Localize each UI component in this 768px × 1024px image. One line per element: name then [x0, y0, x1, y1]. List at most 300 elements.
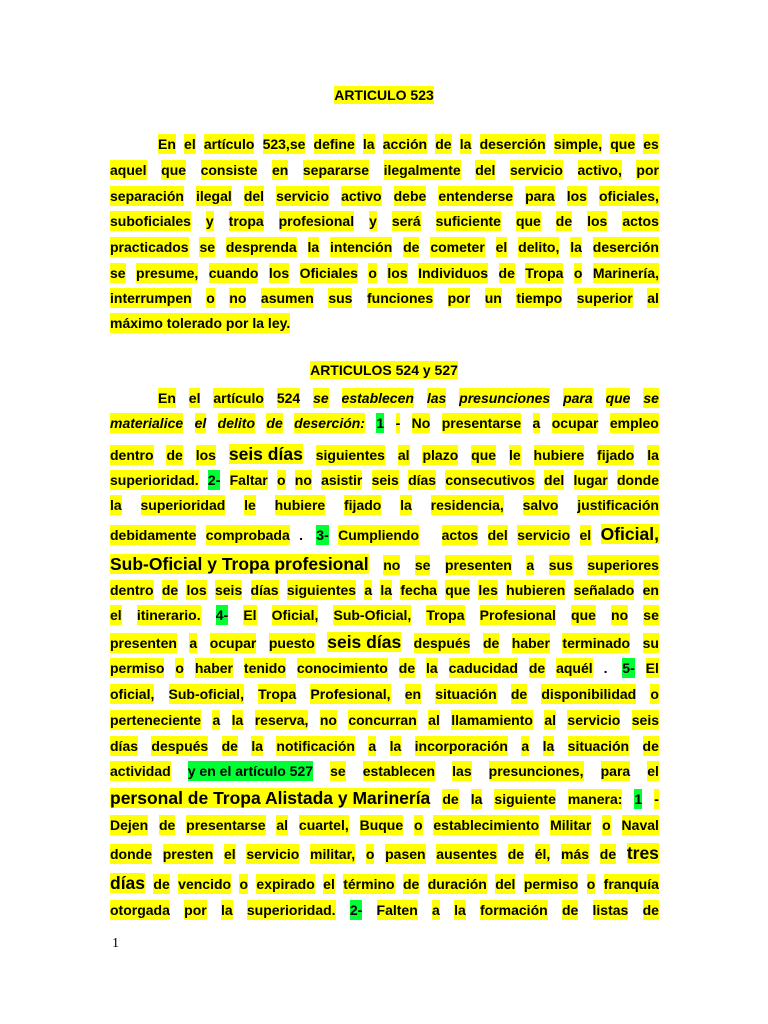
text-line — [110, 444, 659, 464]
text-word: concurran — [348, 712, 417, 728]
text-word: que — [515, 213, 541, 229]
text-word: Individuos — [418, 265, 489, 281]
text-word: a — [189, 635, 198, 651]
green-marker: 1 — [634, 791, 643, 807]
text-word: 524 — [276, 390, 301, 406]
text-word: por — [636, 162, 659, 178]
text-word: Faltar — [229, 472, 268, 488]
text-word: delito, — [518, 239, 560, 255]
text-word: presenten — [444, 557, 512, 573]
text-word: desprenda — [225, 239, 297, 255]
text-word: servicio — [567, 712, 621, 728]
text-word: debidamente — [110, 527, 197, 543]
text-line — [110, 524, 659, 544]
text-word: presunciones — [459, 390, 551, 406]
text-word: Oficial, — [600, 524, 659, 544]
text-word: activo, — [577, 162, 622, 178]
text-word: consiste — [200, 162, 258, 178]
text-word: superiores — [587, 557, 659, 573]
text-word: Oficial, — [271, 607, 319, 623]
text-word: hubiere — [274, 497, 326, 513]
text-word: los — [195, 447, 216, 463]
text-word: Oficiales — [299, 265, 358, 281]
text-word: superior — [576, 290, 633, 306]
text-word: presunciones, — [488, 763, 584, 779]
text-word: asistir — [321, 472, 363, 488]
text-word: itinerario. — [136, 607, 201, 623]
text-word: que — [161, 162, 187, 178]
text-word: que — [571, 607, 596, 623]
text-word: de — [642, 902, 659, 918]
text-word: practicados — [110, 239, 189, 255]
text-word: la — [307, 239, 320, 255]
text-word: la — [570, 239, 582, 255]
text-word: o — [602, 817, 611, 833]
text-word: a — [526, 557, 535, 573]
text-word: delito — [217, 415, 256, 431]
text-word: de — [153, 876, 170, 892]
text-word: al — [428, 712, 440, 728]
text-word: que — [605, 390, 631, 406]
text-word: el — [495, 239, 508, 255]
text-word: expirado — [256, 876, 315, 892]
text-word: los — [387, 265, 408, 281]
text-word: que — [445, 582, 471, 598]
text-word: oficiales, — [599, 188, 659, 204]
text-line — [110, 815, 659, 835]
text-word: de — [435, 136, 452, 152]
text-line — [110, 658, 659, 678]
text-word: sus — [548, 557, 573, 573]
text-word: separarse — [302, 162, 370, 178]
text-word: la — [251, 738, 264, 754]
text-word: la — [220, 902, 233, 918]
text-word: la — [647, 447, 659, 463]
text-word: situación — [435, 686, 497, 702]
text-word: de — [266, 415, 283, 431]
text-line — [110, 900, 659, 920]
text-word: ocupar — [209, 635, 257, 651]
text-word: establecimiento — [433, 817, 540, 833]
text-word: . — [299, 527, 307, 543]
text-word: duración — [427, 876, 487, 892]
text-word: llamamiento — [451, 712, 533, 728]
text-word: los — [186, 582, 207, 598]
text-word: formación — [480, 902, 548, 918]
text-word: actos — [441, 527, 479, 543]
text-word: situación — [567, 738, 630, 754]
text-word: En — [158, 136, 176, 152]
text-word: dentro — [110, 582, 154, 598]
text-word: no — [294, 472, 312, 488]
green-marker: 2- — [349, 902, 363, 918]
text-word: el — [194, 415, 207, 431]
text-word: Tropa — [258, 686, 297, 702]
text-word: . — [603, 660, 612, 676]
text-word: cuando — [208, 265, 259, 281]
text-word: o — [365, 846, 375, 862]
text-word: después — [151, 738, 209, 754]
text-word: personal de Tropa Alistada y Marinería — [110, 788, 431, 808]
text-word: de — [221, 738, 238, 754]
text-word: intención — [330, 239, 393, 255]
text-word: se — [110, 265, 126, 281]
green-marker: 5- — [622, 660, 635, 676]
text-word: 523,se — [262, 136, 306, 152]
text-word: servicio — [510, 162, 563, 178]
text-word: de — [403, 239, 420, 255]
text-word: superioridad. — [110, 472, 199, 488]
text-word: al — [276, 817, 289, 833]
text-word: establecen — [341, 390, 414, 406]
text-word: haber — [511, 635, 550, 651]
text-word: artículo — [203, 136, 255, 152]
green-marker: 2- — [207, 472, 221, 488]
text-word: Tropa — [525, 265, 564, 281]
text-word: no — [383, 557, 401, 573]
text-word: en — [642, 582, 659, 598]
text-word: franquía — [603, 876, 659, 892]
text-word: incorporación — [414, 738, 508, 754]
text-word: de — [498, 265, 515, 281]
text-word: se — [643, 607, 659, 623]
text-word: ilegal — [195, 188, 232, 204]
text-word: a — [364, 582, 373, 598]
text-word: Dejen — [110, 817, 149, 833]
text-word: Profesional — [479, 607, 556, 623]
text-word: deserción — [592, 239, 659, 255]
text-word: las — [426, 390, 447, 406]
text-word: la — [380, 582, 393, 598]
text-word: donde — [616, 472, 659, 488]
text-word: seis días — [327, 632, 402, 652]
text-word: la — [362, 136, 375, 152]
text-word: la — [389, 738, 402, 754]
text-word: siguientes — [286, 582, 357, 598]
articles-524-527-heading: ARTICULOS 524 y 527 — [310, 362, 458, 378]
text-word: no — [319, 712, 337, 728]
text-word: para — [563, 390, 593, 406]
text-word: de — [599, 846, 617, 862]
text-word: al — [397, 447, 410, 463]
text-word: presten — [162, 846, 214, 862]
text-word: días — [250, 582, 279, 598]
text-word: seis — [631, 712, 659, 728]
text-line — [110, 873, 659, 893]
text-word: empleo — [609, 415, 659, 431]
text-word: el — [110, 607, 122, 623]
text-word: superioridad — [140, 497, 226, 513]
text-word: les — [478, 582, 498, 598]
text-word: señalado — [573, 582, 635, 598]
text-word: será — [391, 213, 421, 229]
text-word: de — [161, 582, 179, 598]
text-word: plazo — [422, 447, 459, 463]
text-word: consecutivos — [445, 472, 535, 488]
text-word: la — [426, 660, 438, 676]
text-word: tiempo — [516, 290, 563, 306]
text-word: superioridad. — [246, 902, 336, 918]
text-word: de — [528, 660, 546, 676]
text-line — [110, 470, 659, 490]
text-word: la — [459, 136, 472, 152]
text-word: del — [243, 188, 265, 204]
text-word: del — [487, 527, 508, 543]
text-word: activo — [341, 188, 382, 204]
text-word: aquél — [556, 660, 593, 676]
text-word: a — [532, 415, 541, 431]
text-word: de — [507, 846, 525, 862]
text-word: de — [442, 791, 459, 807]
text-word: días — [110, 873, 146, 893]
text-word: Marinería, — [592, 265, 659, 281]
text-word: fijado — [344, 497, 382, 513]
text-word: o — [573, 265, 583, 281]
text-line — [110, 788, 659, 808]
text-word: Tropa — [426, 607, 465, 623]
text-word: define — [313, 136, 355, 152]
text-word: en — [404, 686, 422, 702]
text-word: un — [484, 290, 502, 306]
text-word: pasen — [385, 846, 426, 862]
text-word: materialice — [110, 415, 184, 431]
text-word: perteneciente — [110, 712, 202, 728]
text-word: de — [642, 738, 659, 754]
text-word: reserva, — [254, 712, 309, 728]
text-word: hubieren — [506, 582, 566, 598]
text-word: permiso — [523, 876, 579, 892]
text-word: ocupar — [551, 415, 599, 431]
text-word: aquel — [110, 162, 147, 178]
text-word: lugar — [573, 472, 608, 488]
text-word: le — [508, 447, 521, 463]
green-marker: 4- — [215, 607, 229, 623]
text-line — [110, 211, 659, 231]
green-marker: 3- — [316, 527, 329, 543]
text-word: seis — [214, 582, 243, 598]
text-word: deserción — [479, 136, 546, 152]
text-line — [110, 263, 659, 283]
text-word: siguientes — [315, 447, 385, 463]
text-word: la — [400, 497, 412, 513]
text-word: Naval — [621, 817, 659, 833]
text-word: él, — [534, 846, 551, 862]
text-word: donde — [110, 846, 152, 862]
text-word: artículo — [213, 390, 264, 406]
text-word: de — [510, 686, 528, 702]
text-word: el — [223, 846, 236, 862]
text-word: máximo tolerado por la ley. — [110, 315, 291, 331]
text-word: - — [654, 791, 659, 807]
text-word: interrumpen — [110, 290, 192, 306]
article-523-heading: ARTICULO 523 — [334, 87, 434, 103]
text-word: los — [268, 265, 290, 281]
text-word: Sub-Oficial, — [333, 607, 412, 623]
text-word: establecen — [362, 763, 436, 779]
text-word: oficial, — [110, 686, 155, 702]
page-number: 1 — [112, 936, 119, 951]
text-word: seis — [371, 472, 399, 488]
text-word: servicio — [517, 527, 571, 543]
text-word: dentro — [110, 447, 154, 463]
text-word: funciones — [366, 290, 434, 306]
text-word: El — [645, 660, 659, 676]
text-word: conocimiento — [296, 660, 388, 676]
text-word: de — [402, 876, 420, 892]
text-word: o — [175, 660, 184, 676]
text-word: disponibilidad — [541, 686, 637, 702]
text-word: de — [561, 902, 579, 918]
text-line — [110, 288, 659, 308]
text-line — [110, 632, 659, 652]
text-word: sus — [328, 290, 353, 306]
text-line — [110, 580, 659, 600]
text-word: días — [408, 472, 437, 488]
text-word: deserción: — [294, 415, 365, 431]
text-word: entenderse — [438, 188, 514, 204]
text-word: al — [544, 712, 557, 728]
text-word: el — [188, 390, 201, 406]
text-word: días — [110, 738, 139, 754]
text-word: o — [413, 817, 423, 833]
text-word: de — [398, 660, 416, 676]
text-word: en — [271, 162, 289, 178]
text-word: servicio — [276, 188, 330, 204]
text-word: las — [452, 763, 472, 779]
text-word: a — [432, 902, 440, 918]
text-word: el — [323, 876, 335, 892]
text-word: presentarse — [186, 817, 266, 833]
text-word: listas — [592, 902, 629, 918]
text-word: se — [199, 239, 216, 255]
text-word: siguiente — [494, 791, 556, 807]
text-word: que — [610, 136, 636, 152]
text-word: para — [600, 763, 631, 779]
text-word: - — [395, 415, 401, 431]
text-word: al — [647, 290, 659, 306]
text-word: del — [475, 162, 496, 178]
text-word: Buque — [359, 817, 404, 833]
text-line — [110, 684, 659, 704]
text-word: simple, — [553, 136, 603, 152]
text-word: Cumpliendo — [338, 527, 419, 543]
text-word: se — [313, 390, 329, 406]
text-word: de — [158, 817, 176, 833]
text-word: y — [205, 213, 214, 229]
text-line — [158, 134, 659, 154]
text-word: tenido — [243, 660, 286, 676]
text-word: se — [414, 557, 431, 573]
text-word: Sub-oficial, — [168, 686, 244, 702]
text-word: tropa — [228, 213, 264, 229]
text-word: seis días — [228, 444, 303, 464]
text-word: notificación — [276, 738, 355, 754]
text-word: otorgada — [110, 902, 170, 918]
text-word: asumen — [260, 290, 314, 306]
text-word: permiso — [110, 660, 165, 676]
text-word: o — [206, 290, 215, 306]
text-word: tres — [626, 843, 659, 863]
text-word: la — [231, 712, 244, 728]
text-line — [110, 186, 659, 206]
text-word: justificación — [577, 497, 659, 513]
text-word — [428, 525, 432, 545]
text-line — [110, 237, 659, 257]
text-word: por — [184, 902, 207, 918]
text-word: le — [244, 497, 256, 513]
text-line — [110, 495, 659, 515]
text-word: no — [611, 607, 629, 623]
text-word: la — [542, 738, 555, 754]
text-word: servicio — [246, 846, 300, 862]
text-word: a — [368, 738, 377, 754]
text-word: la — [110, 497, 122, 513]
text-word: a — [521, 738, 530, 754]
text-word: suboficiales — [110, 213, 191, 229]
text-word: comprobada — [205, 527, 290, 543]
text-word: a — [212, 712, 221, 728]
text-word: suficiente — [435, 213, 501, 229]
text-word: ausentes — [436, 846, 497, 862]
text-line — [110, 761, 659, 781]
text-word: los — [587, 213, 608, 229]
text-word: haber — [194, 660, 233, 676]
text-line — [110, 843, 659, 863]
green-marker: 1 — [376, 415, 385, 431]
text-word: el — [579, 527, 592, 543]
text-word: de — [555, 213, 573, 229]
text-word: los — [566, 188, 587, 204]
text-word: o — [276, 472, 286, 488]
text-word: más — [561, 846, 590, 862]
text-word: o — [368, 265, 377, 281]
text-word: salvo — [522, 497, 559, 513]
text-word: hubiere — [533, 447, 585, 463]
text-word: Sub-Oficial y Tropa profesional — [110, 554, 369, 574]
text-word: No — [411, 415, 431, 431]
text-word: militar, — [310, 846, 356, 862]
text-line — [110, 605, 659, 625]
text-word: caducidad — [448, 660, 518, 676]
text-word: puesto — [268, 635, 315, 651]
text-word: se — [643, 390, 659, 406]
text-word: fijado — [597, 447, 635, 463]
text-word: presentarse — [441, 415, 522, 431]
text-word: su — [642, 635, 659, 651]
text-line — [158, 388, 659, 408]
text-line — [110, 710, 659, 730]
text-word: el — [647, 763, 659, 779]
text-word: o — [650, 686, 659, 702]
text-line — [110, 160, 659, 180]
text-word: o — [239, 876, 249, 892]
text-word: Profesional, — [310, 686, 391, 702]
text-word: después — [413, 635, 471, 651]
text-word: Falten — [376, 902, 418, 918]
text-word: ilegalmente — [383, 162, 461, 178]
text-word: Militar — [550, 817, 592, 833]
text-word: es — [643, 136, 659, 152]
text-word: del — [544, 472, 565, 488]
text-word: profesional — [278, 213, 355, 229]
text-word: separación — [110, 188, 184, 204]
text-word: para — [525, 188, 555, 204]
text-word: cuartel, — [298, 817, 349, 833]
text-word: de — [482, 635, 500, 651]
text-word: El — [243, 607, 257, 623]
text-word: por — [447, 290, 471, 306]
text-word: término — [343, 876, 395, 892]
